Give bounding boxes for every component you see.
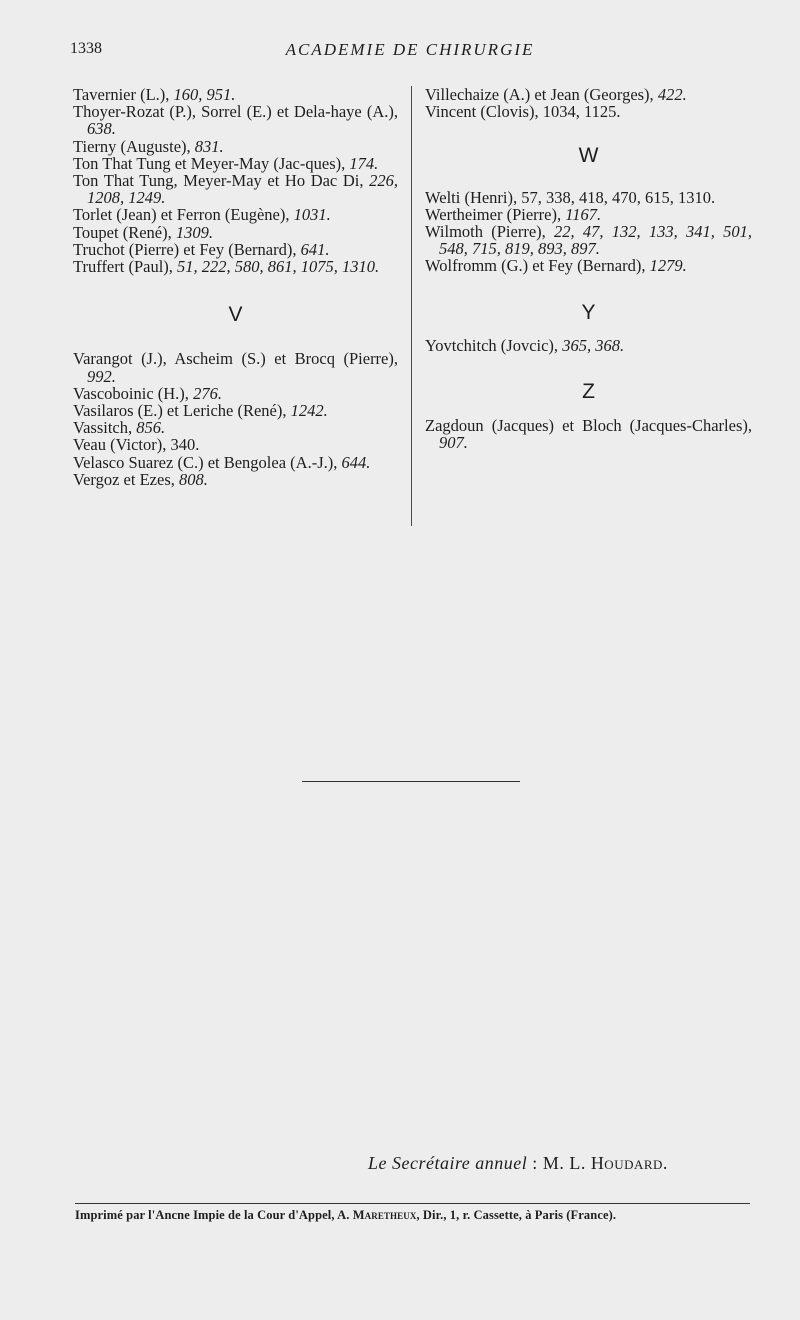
signature-separator: : xyxy=(532,1153,538,1173)
entry-name: Vergoz et Ezes, xyxy=(73,469,175,489)
entry-name: Truffert (Paul), xyxy=(73,257,173,277)
entry-name: Vassitch, xyxy=(73,418,133,438)
index-entry xyxy=(73,224,398,241)
entry-pages: 276. xyxy=(193,383,222,403)
index-entry xyxy=(73,402,398,419)
printer-suffix: , Dir., 1, r. Cassette, à Paris (France). xyxy=(416,1208,617,1222)
entry-name: Welti (Henri), xyxy=(425,187,518,207)
index-column-left xyxy=(73,86,398,488)
entry-pages: 808. xyxy=(179,469,208,489)
entry-name: Ton That Tung, Meyer-May et Ho Dac Di, xyxy=(73,171,364,191)
page-number: 1338 xyxy=(70,40,102,57)
index-entry xyxy=(73,86,398,103)
entry-pages: 638. xyxy=(87,119,116,139)
entry-pages: 1309. xyxy=(175,222,213,242)
entry-name: Ton That Tung et Meyer-May (Jac-ques), xyxy=(73,153,346,173)
signature xyxy=(368,1153,758,1174)
entry-name: Toupet (René), xyxy=(73,222,172,242)
entry-pages: 856. xyxy=(136,418,166,438)
index-group-t xyxy=(73,86,398,275)
entry-pages: 1242. xyxy=(290,401,328,421)
section-letter-y: Y xyxy=(581,300,596,324)
entry-name: Villechaize (A.) et Jean (Georges), xyxy=(425,85,654,104)
entry-name: Varangot (J.), Ascheim (S.) et Brocq (Pierre), xyxy=(73,349,398,369)
index-entry xyxy=(73,385,398,402)
entry-pages: 160, 951. xyxy=(173,85,236,104)
section-letter-w: W xyxy=(578,144,599,168)
index-entry xyxy=(73,258,398,275)
printer-prefix: Imprimé par l'Ancne Impie de la Cour d'Appel, A. xyxy=(75,1208,350,1222)
entry-name: Veau (Victor), xyxy=(73,435,167,455)
entry-name: Yovtchitch (Jovcic), xyxy=(425,335,559,355)
entry-name: Torlet (Jean) et Ferron (Eugène), xyxy=(73,205,290,225)
entry-name: Zagdoun (Jacques) et Bloch (Jacques-Charles), xyxy=(425,416,752,436)
index-entry xyxy=(425,206,752,223)
entry-name: Velasco Suarez (C.) et Bengolea (A.-J.), xyxy=(73,452,338,472)
index-entry xyxy=(73,436,398,453)
index-entry xyxy=(73,350,398,384)
index-column-right xyxy=(425,86,752,452)
printer-imprint xyxy=(75,1208,755,1223)
index-entry xyxy=(425,189,752,206)
section-letter-v: V xyxy=(228,303,243,327)
index-entry xyxy=(73,206,398,223)
entry-pages: 907. xyxy=(439,433,468,453)
entry-name: Truchot (Pierre) et Fey (Bernard), xyxy=(73,239,297,259)
entry-pages: 340. xyxy=(170,435,200,455)
printer-director: Maretheux xyxy=(352,1208,417,1222)
signature-role: Le Secrétaire annuel xyxy=(368,1153,528,1173)
running-title: ACADEMIE DE CHIRURGIE xyxy=(285,40,535,59)
entry-name: Thoyer-Rozat (P.), Sorrel (E.) et Dela-haye (A.), xyxy=(73,102,398,122)
footer-rule xyxy=(75,1203,750,1204)
index-entry xyxy=(73,471,398,488)
entry-pages: 1031. xyxy=(293,205,331,225)
entry-pages: 831. xyxy=(194,136,224,156)
entry-pages: 644. xyxy=(341,452,371,472)
entry-pages: 174. xyxy=(349,153,379,173)
entry-pages: 1167. xyxy=(565,204,602,224)
entry-name: Vascoboinic (H.), xyxy=(73,383,189,403)
entry-name: Tierny (Auguste), xyxy=(73,136,191,156)
entry-pages: 57, 338, 418, 470, 615, 1310. xyxy=(521,187,716,207)
end-rule xyxy=(302,781,520,782)
entry-pages: 51, 222, 580, 861, 1075, 1310. xyxy=(177,257,380,277)
entry-name: Wilmoth (Pierre), xyxy=(425,222,546,242)
signature-initials: M. L. xyxy=(542,1153,586,1173)
entry-pages: 365, 368. xyxy=(562,335,625,355)
signature-surname: Houdard. xyxy=(590,1153,668,1173)
index-entry xyxy=(73,103,398,137)
index-entry xyxy=(73,138,398,155)
section-letter-z: Z xyxy=(582,380,595,404)
index-group-w xyxy=(425,189,752,275)
page-header xyxy=(70,40,750,64)
index-entry xyxy=(73,241,398,258)
index-group-y xyxy=(425,337,752,354)
entry-name: Vasilaros (E.) et Leriche (René), xyxy=(73,401,287,421)
entry-pages: 1279. xyxy=(649,256,687,276)
index-entry xyxy=(425,257,752,274)
index-entry xyxy=(73,155,398,172)
column-divider xyxy=(411,86,412,526)
entry-pages: 1034, 1125. xyxy=(542,102,621,122)
index-group-v xyxy=(73,350,398,488)
entry-name: Wolfromm (G.) et Fey (Bernard), xyxy=(425,256,646,276)
entry-name: Vincent (Clovis), xyxy=(425,102,539,122)
index-group-z xyxy=(425,417,752,451)
index-entry xyxy=(73,454,398,471)
entry-pages: 22, 47, 132, 133, 341, 501, 548, 715, 819, 893, 897. xyxy=(439,222,753,259)
index-entry xyxy=(425,223,752,257)
entry-name: Wertheimer (Pierre), xyxy=(425,204,562,224)
entry-pages: 992. xyxy=(87,366,116,386)
index-entry xyxy=(425,86,752,103)
entry-name: Tavernier (L.), xyxy=(73,85,170,104)
index-entry xyxy=(425,103,752,120)
entry-pages: 226, 1208, 1249. xyxy=(87,171,398,208)
entry-pages: 641. xyxy=(300,239,330,259)
index-group-v-cont xyxy=(425,86,752,120)
entry-pages: 422. xyxy=(657,85,687,104)
index-entry xyxy=(425,337,752,354)
index-entry xyxy=(73,172,398,206)
index-entry xyxy=(425,417,752,451)
index-entry xyxy=(73,419,398,436)
